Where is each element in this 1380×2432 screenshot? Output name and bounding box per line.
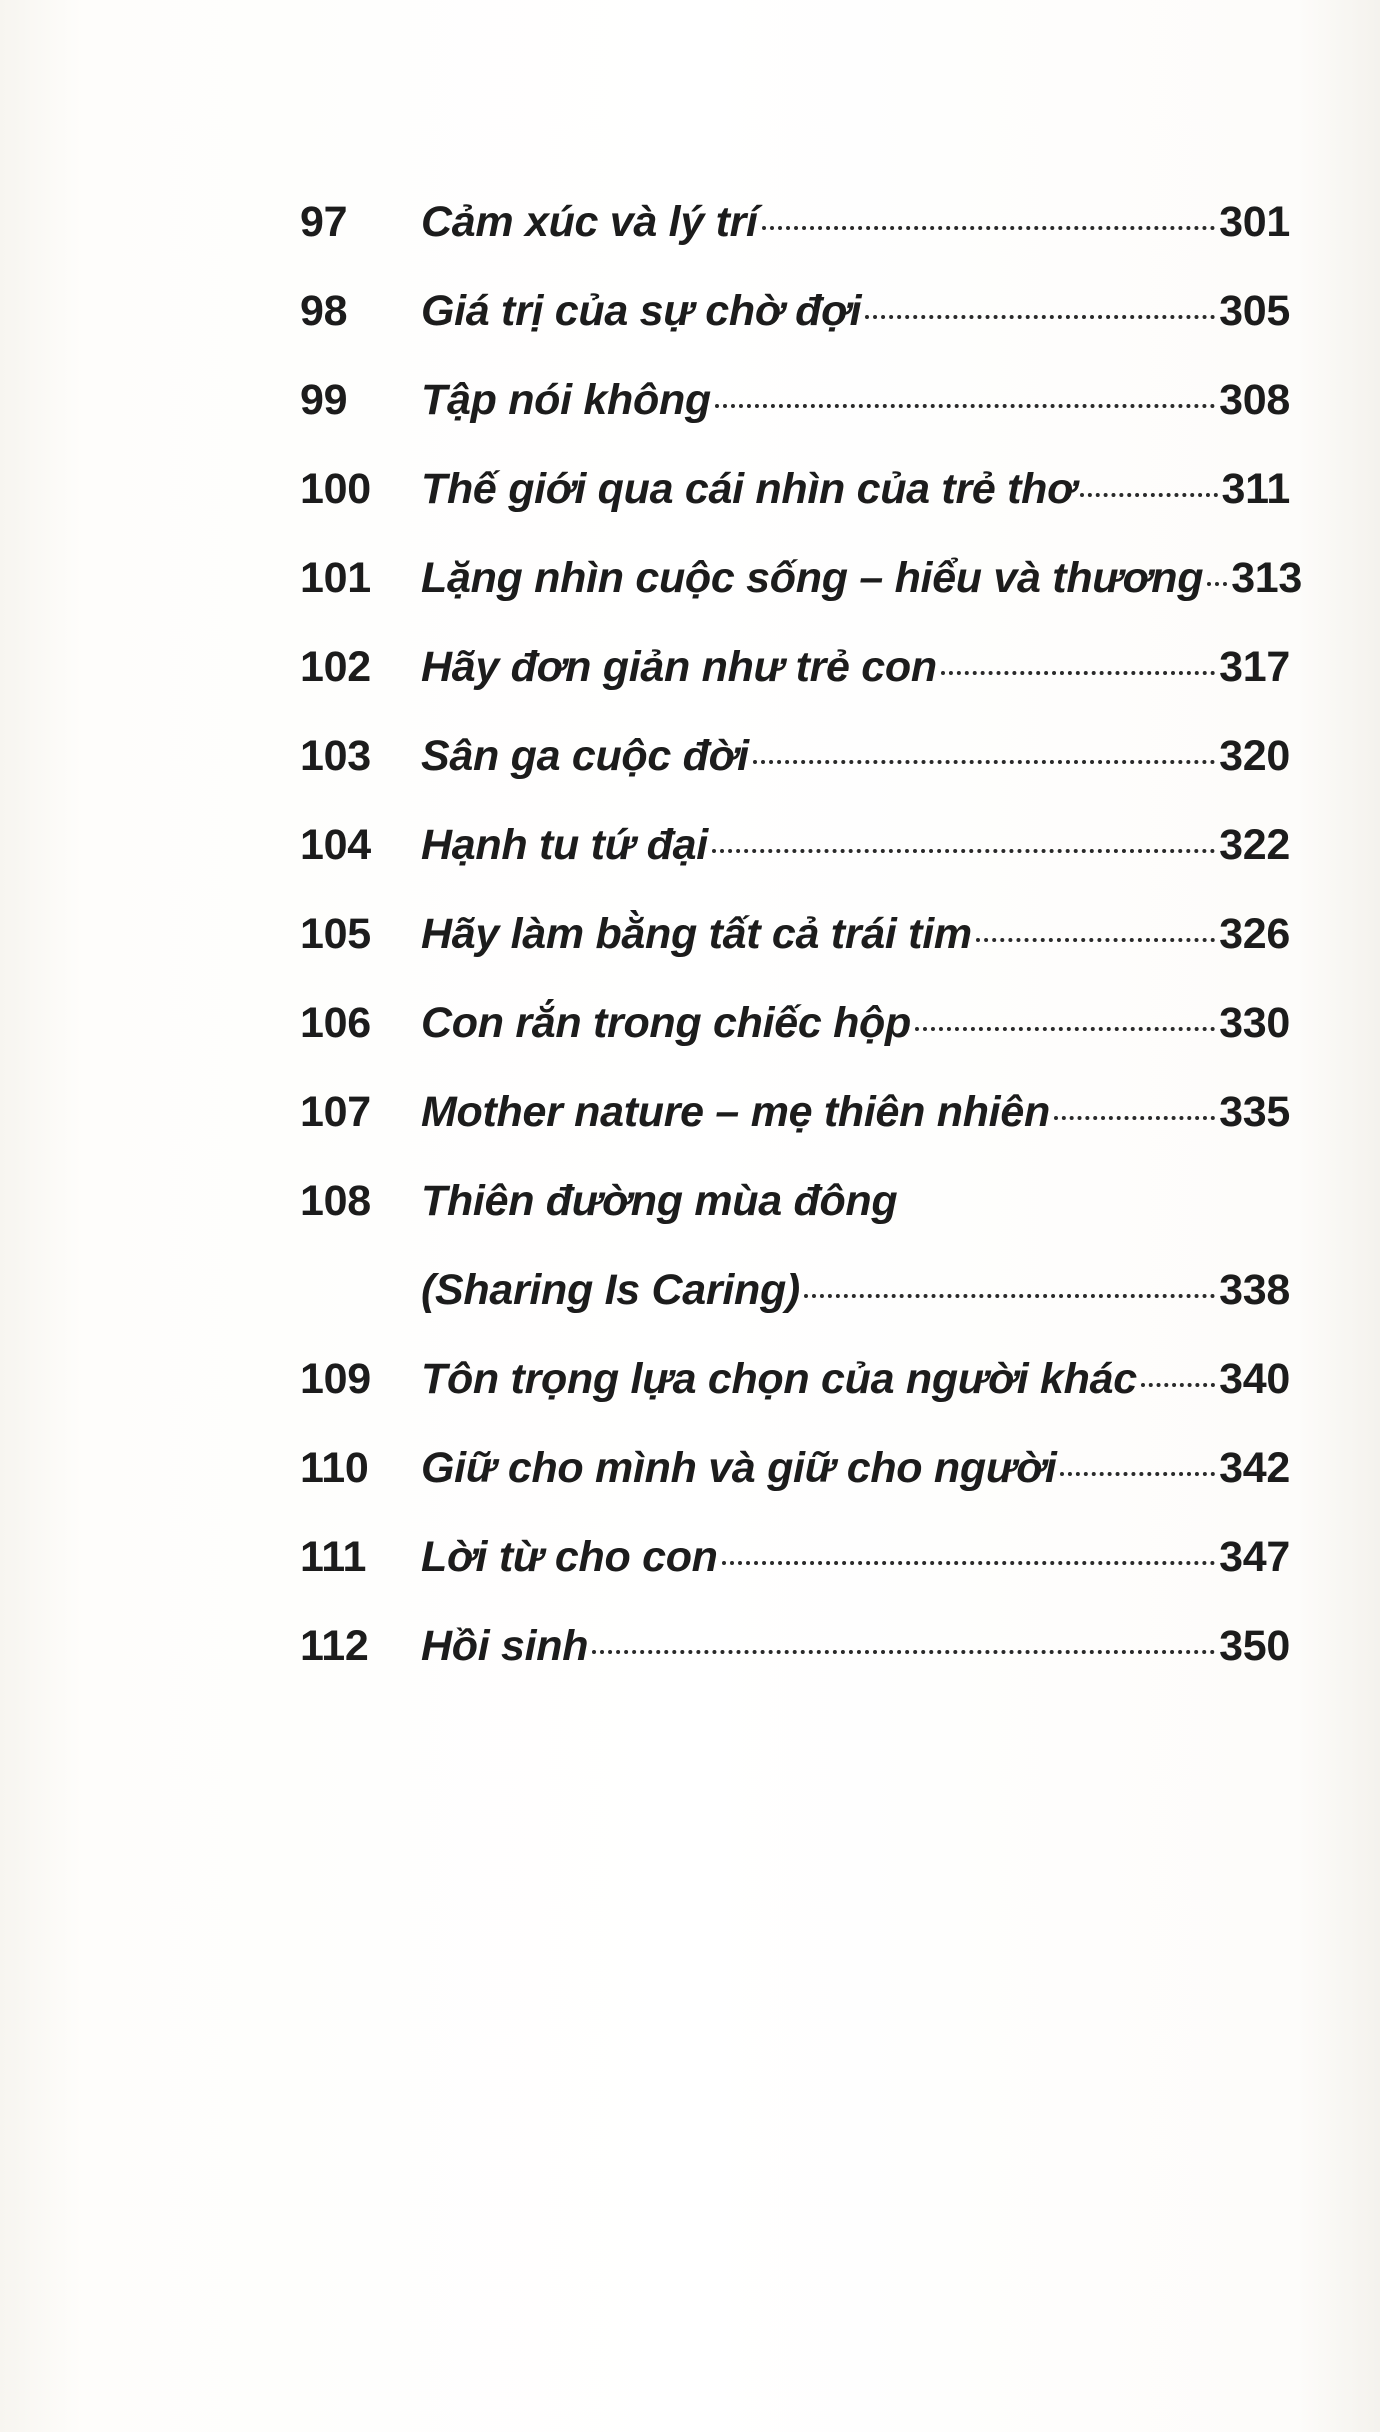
dot-leader bbox=[753, 760, 1215, 764]
toc-entry bbox=[300, 801, 1290, 890]
entry-number: 101 bbox=[300, 554, 371, 602]
entry-page-number: 305 bbox=[1219, 287, 1290, 335]
entry-title: Hãy làm bằng tất cả trái tim bbox=[421, 910, 972, 958]
entry-page-number: 350 bbox=[1219, 1622, 1290, 1670]
entry-page-number: 301 bbox=[1219, 198, 1290, 246]
entry-number: 111 bbox=[300, 1533, 367, 1581]
toc-entry bbox=[300, 178, 1290, 267]
entry-number: 104 bbox=[300, 821, 371, 869]
toc-entry bbox=[300, 1602, 1290, 1691]
entry-number: 110 bbox=[300, 1444, 369, 1492]
dot-leader bbox=[722, 1561, 1216, 1565]
dot-leader bbox=[865, 315, 1215, 319]
toc-entry bbox=[300, 1513, 1290, 1602]
entry-number: 107 bbox=[300, 1088, 371, 1136]
entry-number: 102 bbox=[300, 643, 371, 691]
dot-leader bbox=[1207, 582, 1227, 586]
entry-title: Thế giới qua cái nhìn của trẻ thơ bbox=[421, 465, 1076, 513]
dot-leader bbox=[915, 1027, 1215, 1031]
entry-number: 97 bbox=[300, 198, 348, 246]
toc-entry bbox=[300, 712, 1290, 801]
entry-number: 105 bbox=[300, 910, 371, 958]
entry-title: Thiên đường mùa đông bbox=[421, 1177, 898, 1225]
entry-page-number: 322 bbox=[1219, 821, 1290, 869]
dot-leader bbox=[804, 1294, 1215, 1298]
entry-page-number: 308 bbox=[1219, 376, 1290, 424]
dot-leader bbox=[1060, 1472, 1215, 1476]
entry-title: Hồi sinh bbox=[421, 1622, 589, 1670]
dot-leader bbox=[1054, 1116, 1215, 1120]
entry-title: Hạnh tu tứ đại bbox=[421, 821, 708, 869]
entry-number: 109 bbox=[300, 1355, 371, 1403]
toc-entry bbox=[300, 1157, 1290, 1335]
dot-leader bbox=[712, 849, 1215, 853]
entry-number: 112 bbox=[300, 1622, 369, 1670]
toc-entry bbox=[300, 979, 1290, 1068]
entry-number: 108 bbox=[300, 1177, 371, 1225]
entry-page-number: 320 bbox=[1219, 732, 1290, 780]
toc-entry bbox=[300, 534, 1303, 623]
entry-title: Tôn trọng lựa chọn của người khác bbox=[421, 1355, 1137, 1403]
entry-title: Lặng nhìn cuộc sống – hiểu và thương bbox=[421, 554, 1204, 602]
entry-title: Hãy đơn giản như trẻ con bbox=[421, 643, 937, 691]
entry-number: 100 bbox=[300, 465, 371, 513]
toc-entry bbox=[300, 356, 1290, 445]
entry-title-continued: (Sharing Is Caring) bbox=[421, 1266, 800, 1314]
dot-leader bbox=[592, 1650, 1215, 1654]
entry-title: Mother nature – mẹ thiên nhiên bbox=[421, 1088, 1050, 1136]
entry-page-number: 317 bbox=[1219, 643, 1290, 691]
entry-page-number: 335 bbox=[1219, 1088, 1290, 1136]
entry-page-number: 338 bbox=[1219, 1266, 1290, 1314]
entry-number: 106 bbox=[300, 999, 371, 1047]
entry-number: 98 bbox=[300, 287, 348, 335]
toc-entry bbox=[300, 890, 1290, 979]
toc-entry bbox=[300, 623, 1290, 712]
entry-title: Lời từ cho con bbox=[421, 1533, 718, 1581]
toc-entry bbox=[300, 1335, 1290, 1424]
entry-number: 99 bbox=[300, 376, 348, 424]
toc-entry bbox=[300, 1068, 1290, 1157]
entry-number: 103 bbox=[300, 732, 371, 780]
entry-page-number: 330 bbox=[1219, 999, 1290, 1047]
toc-entry bbox=[300, 1424, 1290, 1513]
entry-page-number: 342 bbox=[1219, 1444, 1290, 1492]
entry-title: Con rắn trong chiếc hộp bbox=[421, 999, 911, 1047]
dot-leader bbox=[1141, 1383, 1215, 1387]
dot-leader bbox=[762, 226, 1215, 230]
entry-page-number: 347 bbox=[1219, 1533, 1290, 1581]
dot-leader bbox=[715, 404, 1215, 408]
entry-title: Sân ga cuộc đời bbox=[421, 732, 749, 780]
entry-page-number: 311 bbox=[1221, 465, 1290, 513]
toc-entry bbox=[300, 445, 1290, 534]
entry-page-number: 340 bbox=[1219, 1355, 1290, 1403]
dot-leader bbox=[976, 938, 1215, 942]
entry-title: Tập nói không bbox=[421, 376, 711, 424]
entry-page-number: 313 bbox=[1231, 554, 1303, 602]
entry-title: Giá trị của sự chờ đợi bbox=[421, 287, 862, 335]
toc-entry bbox=[300, 267, 1290, 356]
entry-title: Giữ cho mình và giữ cho người bbox=[421, 1444, 1057, 1492]
table-of-contents bbox=[300, 178, 1303, 1691]
dot-leader bbox=[941, 671, 1215, 675]
entry-page-number: 326 bbox=[1219, 910, 1290, 958]
entry-title: Cảm xúc và lý trí bbox=[421, 198, 758, 246]
dot-leader bbox=[1080, 493, 1218, 497]
